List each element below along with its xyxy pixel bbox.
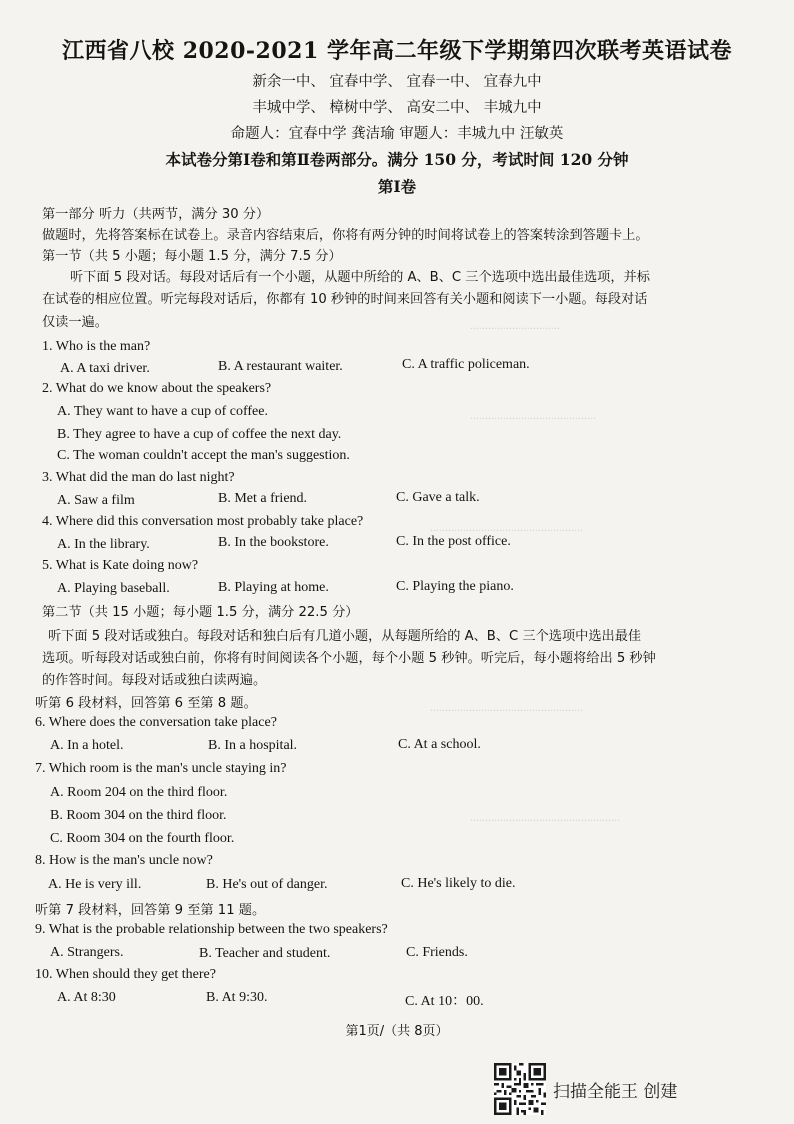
option-c: C. At a school. [398,737,481,752]
section1-intro: 仅读一遍。 [42,315,108,330]
question-3: 3. What did the man do last night? [42,470,235,485]
section1-intro: 听下面 5 段对话。每段对话后有一个小题，从题中所给的 A、B、C 三个选项中选出最佳选项，并标 [70,270,650,285]
bleed-through-text: ................................................... [430,520,583,534]
question-8: 8. How is the man's uncle now? [35,853,213,868]
page-number: 第1页/（共 8页） [345,1024,449,1039]
bleed-through-text: .............................. [470,318,560,332]
bleed-through-text: .......................................... [470,408,596,422]
part1-instruction: 做题时，先将答案标在试卷上。录音内容结束后，你将有两分钟的时间将试卷上的答案转涂到答题卡上。 [42,228,649,243]
exam-title: 江西省八校 2020-2021 学年高二年级下学期第四次联考英语试卷 [62,38,732,64]
exam-info: 本试卷分第Ⅰ卷和第Ⅱ卷两部分。满分 150 分，考试时间 120 分钟 [165,150,629,169]
option-b: B. In the bookstore. [218,535,329,550]
schools-line-1: 新余一中、 宜春中学、 宜春一中、 宜春九中 [252,74,542,90]
option-a: A. Strangers. [50,945,124,960]
option-b: B. They agree to have a cup of coffee the next day. [57,427,342,442]
option-b: B. He's out of danger. [206,877,328,892]
question-6: 6. Where does the conversation take place? [35,715,277,730]
option-c: C. Friends. [406,945,468,960]
schools-line-2: 丰城中学、 樟树中学、 高安二中、 丰城九中 [252,100,542,116]
option-c: C. Playing the piano. [396,579,514,594]
option-a: A. Playing baseball. [57,581,170,596]
option-a: A. They want to have a cup of coffee. [57,404,268,419]
option-a: A. Room 204 on the third floor. [50,785,228,800]
option-c: C. At 10：00. [405,994,484,1009]
option-b: B. In a hospital. [208,738,298,753]
option-c: C. Gave a talk. [396,490,480,505]
section2-intro: 的作答时间。每段对话或独白读两遍。 [42,673,267,688]
part1-heading: 第一部分 听力（共两节，满分 30 分） [42,207,270,222]
section1-heading: 第一节（共 5 小题；每小题 1.5 分，满分 7.5 分） [42,249,342,264]
question-1: 1. Who is the man? [42,339,151,354]
option-c: C. A traffic policeman. [402,357,530,372]
question-7: 7. Which room is the man's uncle staying in? [35,761,287,776]
question-9: 9. What is the probable relationship between the two speakers? [35,922,388,937]
option-b: B. Room 304 on the third floor. [50,808,227,823]
option-a: A. At 8:30 [57,990,116,1005]
section2-intro: 听下面 5 段对话或独白。每段对话和独白后有几道小题，从每题所给的 A、B、C 三个选项中选出最佳 [48,629,642,644]
volume-heading: 第Ⅰ卷 [377,177,417,196]
scanner-watermark-label: 扫描全能王 创建 [553,1082,678,1102]
section1-intro: 在试卷的相应位置。听完每段对话后，你都有 10 秒钟的时间来回答有关小题和阅读下一小题。每段对话 [42,292,648,307]
option-c: C. Room 304 on the fourth floor. [50,831,235,846]
option-a: A. In a hotel. [50,738,124,753]
option-b: B. At 9:30. [206,990,268,1005]
section2-heading: 第二节（共 15 小题；每小题 1.5 分，满分 22.5 分） [42,605,359,620]
material-6-instruction: 听第 6 段材料，回答第 6 至第 8 题。 [35,696,257,711]
option-c: C. The woman couldn't accept the man's suggestion. [57,448,350,463]
option-b: B. Teacher and student. [199,946,331,961]
question-5: 5. What is Kate doing now? [42,558,199,573]
option-a: A. A taxi driver. [60,361,150,376]
material-7-instruction: 听第 7 段材料，回答第 9 至第 11 题。 [35,903,266,918]
option-a: A. Saw a film [57,493,135,508]
option-c: C. He's likely to die. [401,876,516,891]
option-b: B. A restaurant waiter. [218,359,343,374]
authors-line: 命题人：宜春中学 龚洁瑜 审题人：丰城九中 汪敏英 [230,126,564,142]
question-4: 4. Where did this conversation most probably take place? [42,514,364,529]
option-a: A. He is very ill. [48,877,142,892]
question-2: 2. What do we know about the speakers? [42,381,272,396]
bleed-through-text: .................................................. [470,810,620,824]
section2-intro: 选项。听每段对话或独白前，你将有时间阅读各个小题，每个小题 5 秒钟。听完后，每小题将给出 5 秒钟 [42,651,656,666]
option-c: C. In the post office. [396,534,511,549]
option-b: B. Met a friend. [218,491,308,506]
bleed-through-text: ................................................... [430,700,583,714]
option-a: A. In the library. [57,537,150,552]
option-b: B. Playing at home. [218,580,329,595]
question-10: 10. When should they get there? [35,967,216,982]
qr-code-icon [494,1063,546,1115]
